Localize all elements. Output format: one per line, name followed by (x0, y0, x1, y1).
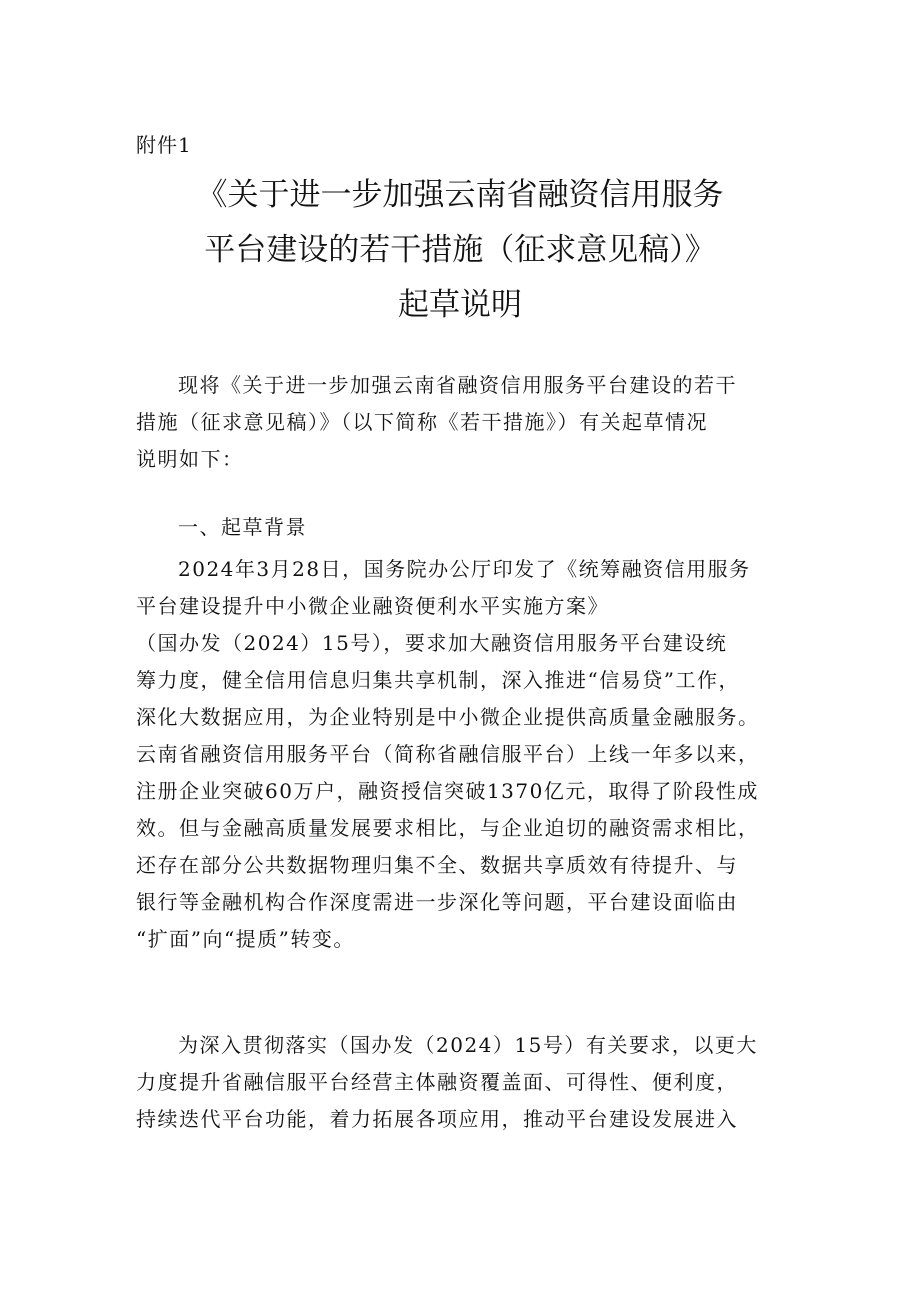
paragraph-line: 说明如下： (136, 447, 244, 471)
paragraph-background (136, 551, 796, 958)
document-title (110, 168, 810, 333)
paragraph-line: 云南省融资信用服务平台（简称省融信服平台）上线一年多以来， (136, 742, 760, 766)
paragraph-line: 银行等金融机构合作深度需进一步深化等问题，平台建设面临由 (136, 890, 738, 914)
title-line-2: 平台建设的若干措施（征求意见稿）》 (204, 232, 716, 268)
title-line-3: 起草说明 (398, 287, 522, 323)
paragraph-line: 2024年3月28日，国务院办公厅印发了《统筹融资信用服务 (178, 557, 751, 581)
attachment-label: 附件1 (136, 133, 192, 157)
title-line-1: 《关于进一步加强云南省融资信用服务 (196, 177, 724, 213)
paragraph-line: 还存在部分公共数据物理归集不全、数据共享质效有待提升、与 (136, 853, 738, 877)
paragraph-intro (136, 367, 796, 478)
paragraph-line: “扩面”向“提质”转变。 (136, 927, 355, 951)
paragraph-line: 效。但与金融高质量发展要求相比，与企业迫切的融资需求相比， (136, 816, 760, 840)
paragraph-line: 为深入贯彻落实（国办发（2024）15号）有关要求，以更大 (178, 1033, 758, 1057)
paragraph-line: 措施（征求意见稿）》（以下简称《若干措施》）有关起草情况 (136, 410, 708, 434)
paragraph-line: 持续迭代平台功能，着力拓展各项应用，推动平台建设发展进入 (136, 1107, 738, 1131)
paragraph-line: 力度提升省融信服平台经营主体融资覆盖面、可得性、便利度， (136, 1070, 738, 1094)
paragraph-line: 现将《关于进一步加强云南省融资信用服务平台建设的若干 (178, 373, 737, 397)
paragraph-line: 深化大数据应用，为企业特别是中小微企业提供高质量金融服务。 (136, 705, 760, 729)
section-heading: 一、起草背景 (178, 515, 307, 539)
section-heading-background (136, 509, 796, 546)
paragraph-line: 筹力度，健全信用信息归集共享机制，深入推进“信易贷”工作， (136, 668, 740, 692)
paragraph-line: 平台建设提升中小微企业融资便利水平实施方案》 (136, 594, 609, 618)
paragraph-requirements (136, 1027, 796, 1138)
paragraph-line: 注册企业突破60万户，融资授信突破1370亿元，取得了阶段性成 (136, 779, 759, 803)
paragraph-line: （国办发（2024）15号），要求加大融资信用服务平台建设统 (136, 631, 728, 655)
